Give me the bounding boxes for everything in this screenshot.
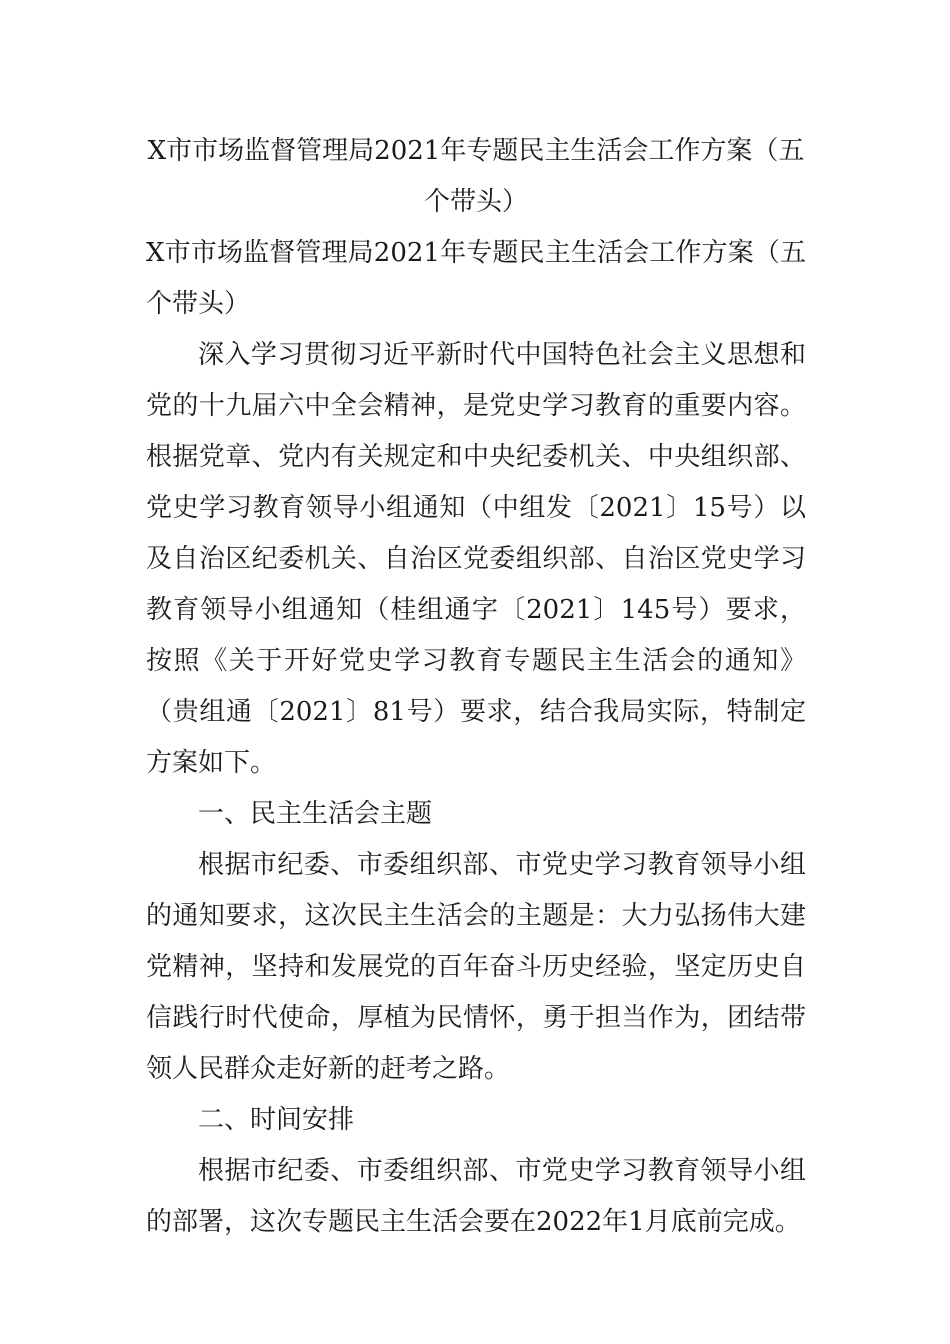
section-body-theme: 根据市纪委、市委组织部、市党史学习教育领导小组的通知要求，这次民主生活会的主题是：大力弘扬伟大建党精神，坚持和发展党的百年奋斗历史经验，坚定历史自信践行时代使命，厚植为民情怀，勇于担当作为，团结带领人民群众走好新的赶考之路。 (146, 850, 806, 1084)
section-heading-theme: 一、民主生活会主题 (198, 799, 433, 829)
document-title-repeat: X市市场监督管理局2021年专题民主生活会工作方案（五个带头） (146, 238, 806, 319)
section-heading-schedule: 二、时间安排 (198, 1105, 355, 1135)
document-body (146, 126, 806, 1248)
intro-paragraph: 深入学习贯彻习近平新时代中国特色社会主义思想和党的十九届六中全会精神，是党史学习教育的重要内容。根据党章、党内有关规定和中央纪委机关、中央组织部、党史学习教育领导小组通知（中组发〔2021〕15号）以及自治区纪委机关、自治区党委组织部、自治区党史学习教育领导小组通知（桂组通字〔2021〕145号）要求，按照《关于开好党史学习教育专题民主生活会的通知》（贵组通〔2021〕81号）要求，结合我局实际，特制定方案如下。 (146, 340, 806, 778)
section-body-schedule: 根据市纪委、市委组织部、市党史学习教育领导小组的部署，这次专题民主生活会要在2022年1月底前完成。 (146, 1156, 806, 1237)
document-title: X市市场监督管理局2021年专题民主生活会工作方案（五个带头） (147, 136, 805, 217)
